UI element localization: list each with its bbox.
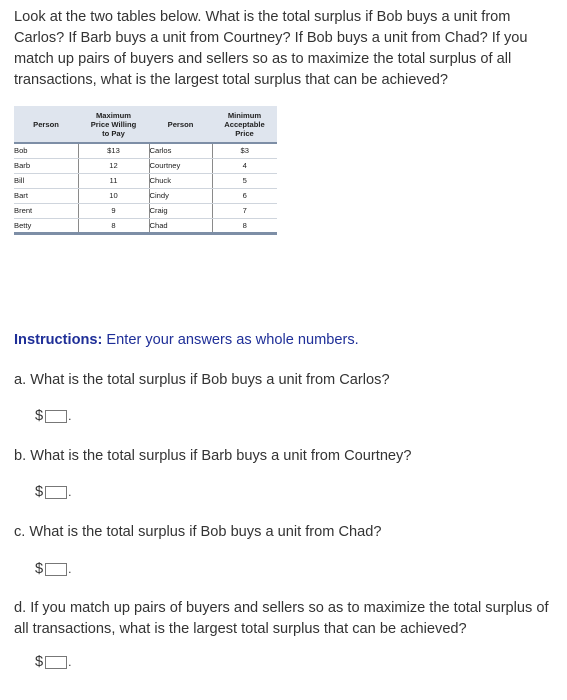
seller-min-price: 6 [212, 188, 277, 203]
buyer-max-price: 8 [78, 218, 149, 233]
seller-min-price: 8 [212, 218, 277, 233]
question-b: b. What is the total surplus if Barb buys a unit from Courtney? [14, 448, 412, 464]
header-min-price-line1: Minimum [227, 110, 262, 120]
buyer-max-price: $13 [78, 143, 149, 158]
table-row [14, 188, 277, 203]
answer-c-input[interactable] [45, 563, 67, 576]
answer-b [35, 484, 71, 500]
buyer-name: Betty [14, 218, 78, 233]
currency-symbol: $ [35, 654, 44, 670]
currency-symbol: $ [35, 484, 44, 500]
header-max-price-line1: Maximum [95, 110, 132, 120]
table-row [14, 203, 277, 218]
period-mark: . [68, 485, 72, 499]
answer-c [35, 561, 71, 577]
buyer-max-price: 9 [78, 203, 149, 218]
period-mark: . [68, 655, 72, 669]
answer-d-input[interactable] [45, 656, 67, 669]
question-intro: Look at the two tables below. What is the total surplus if Bob buys a unit from Carlos? If Barb buys a unit from Courtney? If Bob buys a unit from Chad? If you match up pairs of buyers and sellers so as to maximize the total surplus of all transactions, what is the largest total surplus that can be achieved? [14, 9, 528, 88]
table-row [14, 173, 277, 188]
header-max-price [78, 106, 149, 143]
question-c: c. What is the total surplus if Bob buys a unit from Chad? [14, 524, 382, 540]
buyers-sellers-table-wrapper [14, 106, 277, 235]
buyer-name: Bob [14, 143, 78, 158]
seller-name: Chuck [149, 173, 212, 188]
period-mark: . [68, 562, 72, 576]
header-max-price-line3: to Pay [102, 128, 125, 138]
seller-min-price: 7 [212, 203, 277, 218]
buyer-name: Barb [14, 158, 78, 173]
question-a: a. What is the total surplus if Bob buys a unit from Carlos? [14, 372, 390, 388]
table-row [14, 143, 277, 158]
answer-d [35, 654, 71, 670]
currency-symbol: $ [35, 561, 44, 577]
answer-b-input[interactable] [45, 486, 67, 499]
header-min-price-line2: Acceptable [224, 119, 265, 129]
table-row [14, 158, 277, 173]
buyer-name: Bart [14, 188, 78, 203]
buyers-sellers-table [14, 106, 277, 235]
buyer-max-price: 11 [78, 173, 149, 188]
question-d: d. If you match up pairs of buyers and sellers so as to maximize the total surplus of all transactions, what is the largest total surplus that can be achieved? [14, 600, 549, 637]
table-row [14, 218, 277, 233]
header-seller-person: Person [149, 106, 212, 143]
period-mark: . [68, 409, 72, 423]
table-header-row [14, 106, 277, 143]
buyer-max-price: 10 [78, 188, 149, 203]
seller-min-price: 5 [212, 173, 277, 188]
seller-min-price: $3 [212, 143, 277, 158]
header-buyer-person: Person [14, 106, 78, 143]
buyer-name: Bill [14, 173, 78, 188]
instructions-label: Instructions: [14, 332, 103, 348]
answer-a-input[interactable] [45, 410, 67, 423]
buyer-name: Brent [14, 203, 78, 218]
seller-name: Chad [149, 218, 212, 233]
answer-a [35, 408, 71, 424]
seller-name: Carlos [149, 143, 212, 158]
seller-name: Cindy [149, 188, 212, 203]
header-max-price-line2: Price Willing [90, 119, 137, 129]
buyer-max-price: 12 [78, 158, 149, 173]
seller-min-price: 4 [212, 158, 277, 173]
currency-symbol: $ [35, 408, 44, 424]
seller-name: Courtney [149, 158, 212, 173]
header-min-price-line3: Price [235, 128, 254, 138]
header-min-price [212, 106, 277, 143]
seller-name: Craig [149, 203, 212, 218]
instructions [14, 332, 359, 348]
instructions-text: Enter your answers as whole numbers. [102, 332, 359, 348]
